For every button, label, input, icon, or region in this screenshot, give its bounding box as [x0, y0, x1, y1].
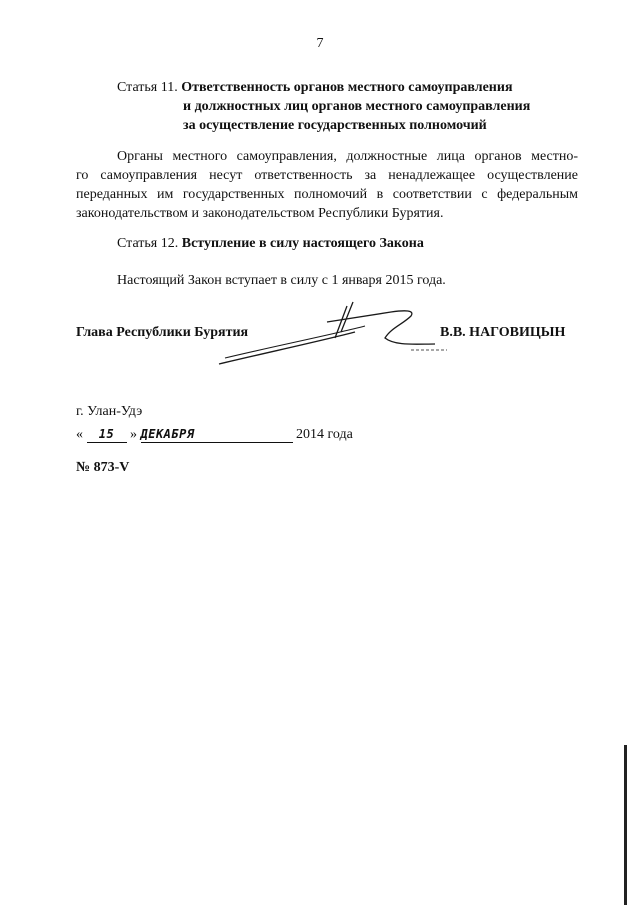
signing-date: [76, 427, 353, 443]
signatory-name: В.В. НАГОВИЦЫН: [440, 325, 566, 340]
law-number: № 873-V: [76, 460, 130, 475]
article-11-title-line-1: Ответственность органов местного самоуправления: [181, 80, 513, 95]
signatory-position: Глава Республики Бурятия: [76, 325, 249, 340]
handwritten-signature: [215, 298, 455, 370]
article-11-body-line-4: законодательством и законодательством Республики Бурятия.: [76, 206, 444, 221]
article-11-title-line-3: за осуществление государственных полномочий: [183, 118, 487, 133]
article-11-body-line-2: го самоуправления несут ответственность за ненадлежащее осуществление: [76, 168, 578, 183]
date-year: 2014 года: [296, 427, 353, 442]
article-11-body: [76, 147, 578, 223]
place-of-signing: г. Улан-Удэ: [76, 404, 143, 419]
article-12-title: Вступление в силу настоящего Закона: [181, 236, 424, 251]
date-day: 15: [87, 427, 127, 443]
article-12-body: Настоящий Закон вступает в силу с 1 января 2015 года.: [117, 273, 446, 288]
date-close-quote: »: [130, 427, 137, 442]
article-12-heading: [117, 234, 424, 253]
article-12-label: Статья 12.: [117, 236, 179, 251]
scan-edge-mark: [624, 745, 627, 905]
article-11-label: Статья 11.: [117, 80, 178, 95]
article-11-body-line-3: переданных им государственных полномочий в соответствии с федеральным: [76, 187, 578, 202]
date-open-quote: «: [76, 427, 83, 442]
date-month: ДЕКАБРЯ: [141, 427, 293, 443]
article-11-title-line-2: и должностных лиц органов местного самоуправления: [183, 99, 531, 114]
article-11-body-line-1: Органы местного самоуправления, должностные лица органов местно-: [117, 149, 578, 164]
page-number: 7: [316, 36, 324, 51]
article-11-heading: [117, 78, 530, 135]
